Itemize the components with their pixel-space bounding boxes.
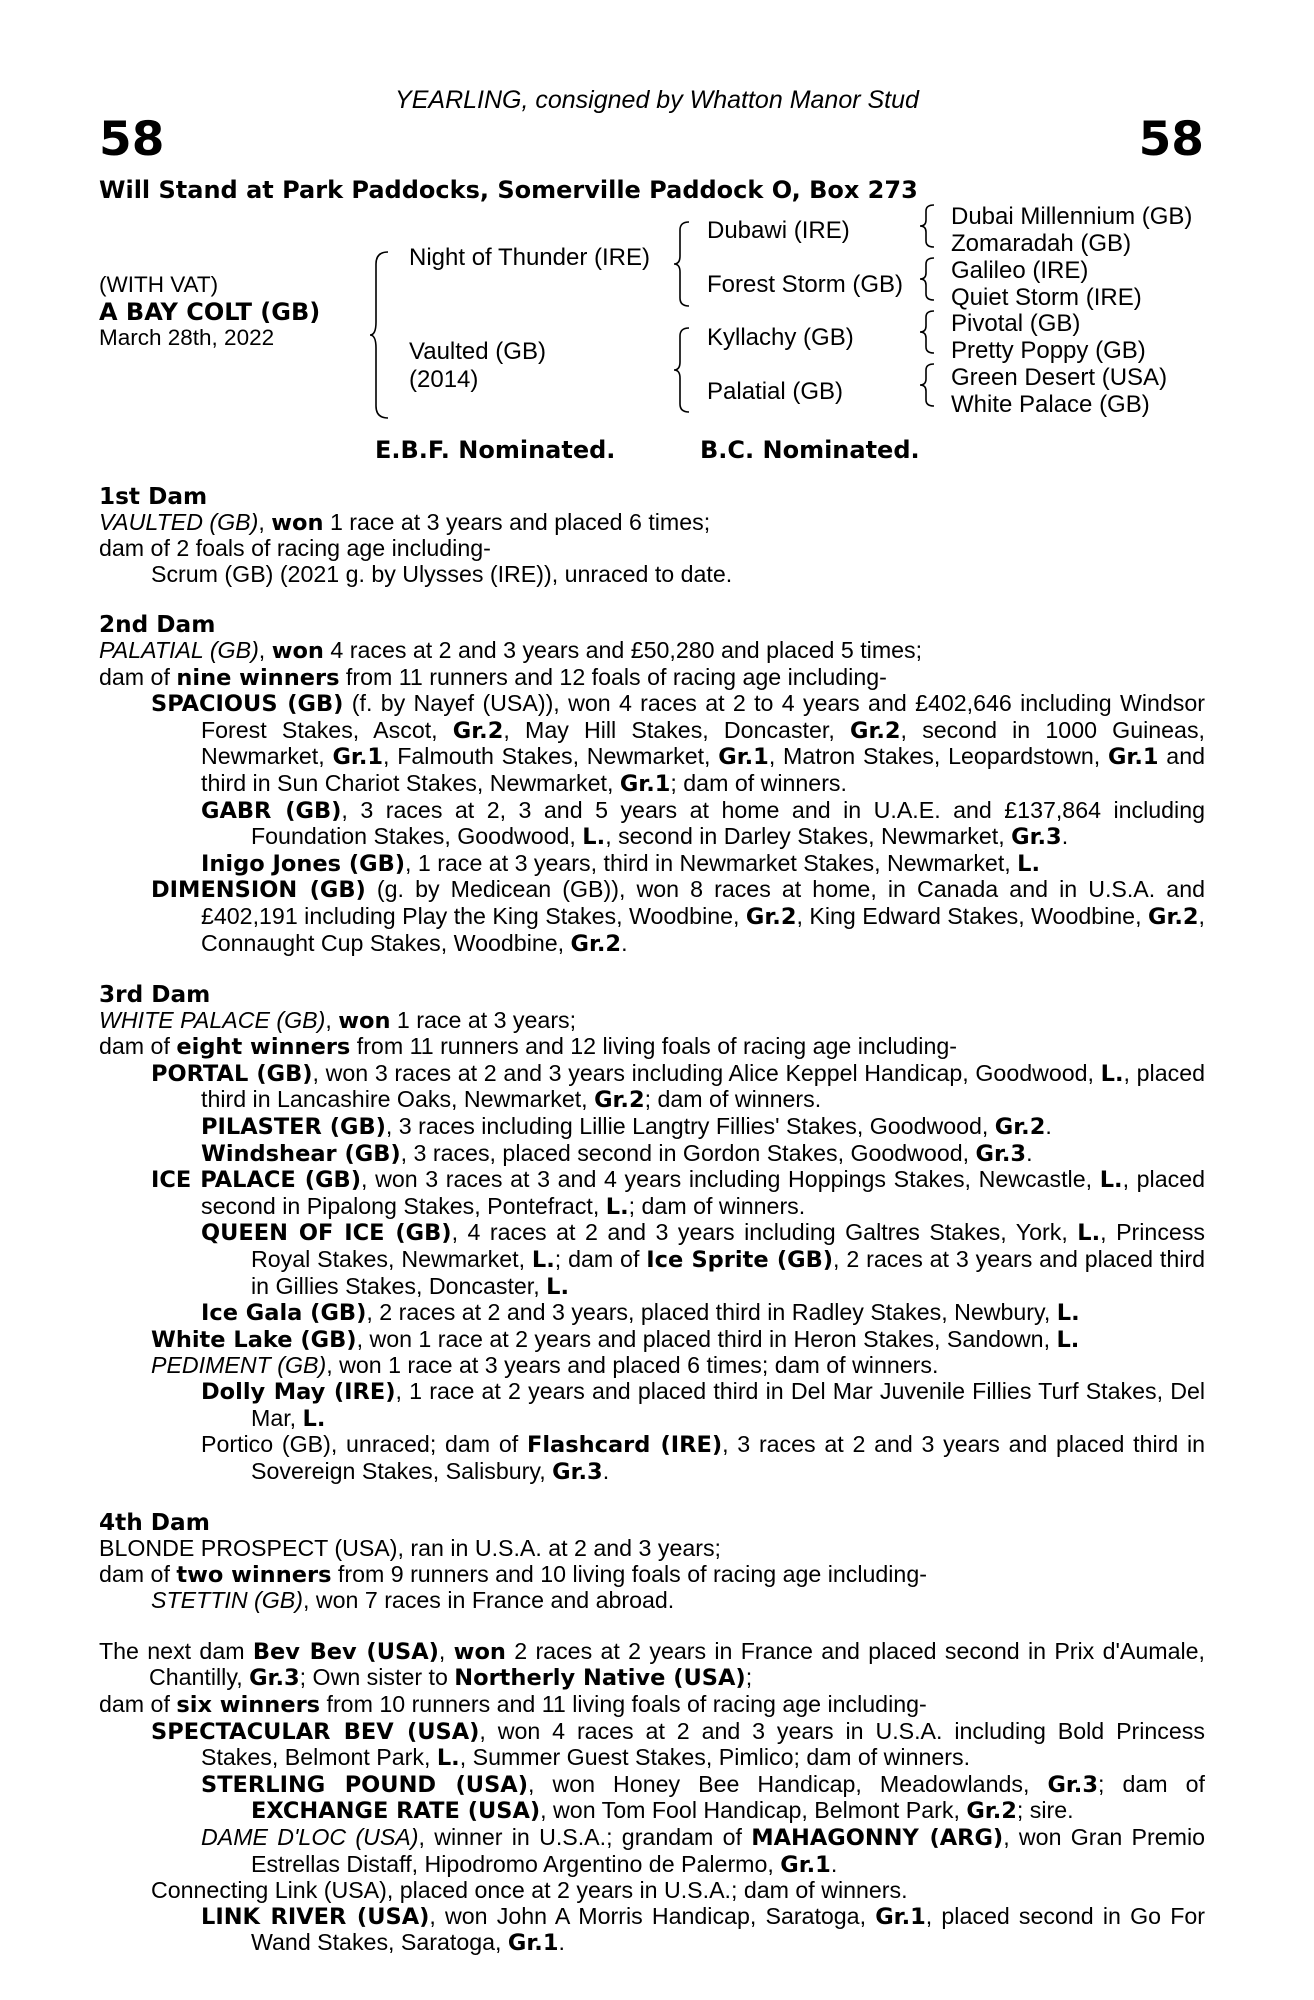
entry-text: from 9 runners and 10 living foals of racing age including-	[331, 1560, 927, 1587]
entry-text: , King Edward Stakes, Woodbine,	[796, 902, 1148, 929]
entry-text: , won Tom Fool Handicap, Belmont Park,	[540, 1797, 967, 1824]
entry-text: , 4 races at 2 and 3 years including Galtres Stakes, York,	[451, 1219, 1078, 1246]
entry-text: Connecting Link (USA), placed once at 2 years in U.S.A.; dam of winners.	[151, 1877, 908, 1904]
entry-text: ,	[438, 1637, 454, 1664]
entry-text: 4 races at 2 and 3 years and £50,280 and placed 5 times;	[323, 636, 923, 663]
entry-text: dam of	[99, 1690, 177, 1717]
entry-text: DIMENSION (GB)	[151, 877, 366, 904]
ebf-nomination: E.B.F. Nominated.	[375, 436, 616, 464]
entry-text: L.	[1056, 1300, 1080, 1327]
entry-text: , won Honey Bee Handicap, Meadowlands,	[527, 1770, 1048, 1797]
entry-text: Gr.3	[1047, 1771, 1099, 1798]
lot-number-left: 58	[99, 112, 165, 167]
entry-text: Scrum (GB) (2021 g. by Ulysses (IRE)), unraced to date.	[151, 560, 733, 587]
entry-text: LINK RIVER (USA)	[201, 1903, 430, 1930]
entry-text: ; dam of	[1098, 1770, 1205, 1797]
brace-main-icon	[368, 250, 392, 420]
entry-text: ,	[258, 636, 272, 663]
produce-entry	[99, 798, 1205, 851]
entry-text: .	[558, 1929, 565, 1956]
dam-section	[99, 1639, 1205, 1957]
entry-text: Gr.2	[745, 903, 797, 930]
pedigree-sire-dam: Forest Storm (GB)	[707, 271, 904, 298]
produce-entry	[99, 1061, 1205, 1114]
entry-text: dam of	[99, 1033, 177, 1060]
entry-text: , 3 races at 2 and 3 years and placed third in Sovereign Stakes, Salisbury,	[251, 1431, 1206, 1484]
entry-text: Northerly Native (USA)	[454, 1665, 746, 1692]
entry-text: , won 4 races at 2 and 3 years in U.S.A. including Bold Princess Stakes, Belmont Park,	[201, 1717, 1205, 1771]
entry-text: 2 races at 2 years in France and placed second in Prix d'Aumale, Chantilly,	[149, 1637, 1205, 1691]
entry-text: White Lake (GB)	[151, 1326, 357, 1353]
entry-text: ; sire.	[1016, 1797, 1074, 1824]
entry-text: L.	[605, 1193, 629, 1220]
entry-text: Gr.1	[780, 1851, 831, 1878]
entry-text: ; dam of winners.	[628, 1192, 806, 1219]
produce-entry	[99, 1825, 1205, 1878]
entry-text: from 11 runners and 12 living foals of racing age including-	[350, 1033, 957, 1060]
produce-record	[99, 484, 1205, 1957]
entry-text: ; dam of winners.	[644, 1086, 822, 1113]
entry-text: QUEEN OF ICE (GB)	[201, 1220, 452, 1247]
entry-text: , won 7 races in France and abroad.	[303, 1587, 675, 1614]
pedigree-g6: Pretty Poppy (GB)	[951, 337, 1146, 364]
entry-text: , second in Darley Stakes, Newmarket,	[605, 823, 1012, 850]
entry-text: .	[1026, 1139, 1033, 1166]
entry-text: STETTIN (GB)	[151, 1587, 303, 1614]
pedigree-g5: Pivotal (GB)	[951, 310, 1081, 337]
entry-text: ; dam of	[554, 1246, 647, 1273]
entry-text: ICE PALACE (GB)	[151, 1167, 361, 1194]
entry-text: The next dam	[99, 1637, 253, 1664]
entry-text: , placed third in Lancashire Oaks, Newmarket,	[201, 1059, 1205, 1113]
entry-text: Windshear (GB)	[201, 1140, 401, 1167]
pedigree-dam-dam: Palatial (GB)	[707, 378, 844, 405]
entry-text: Gr.2	[966, 1798, 1017, 1825]
entry-text: , won Gran Premio Estrellas Distaff, Hipodromo Argentino de Palermo,	[251, 1823, 1205, 1877]
produce-entry	[99, 562, 1205, 588]
entry-text: dam of	[99, 1560, 177, 1587]
dam-section	[99, 982, 1205, 1485]
entry-text: , Matron Stakes, Leopardstown,	[768, 743, 1108, 770]
entry-text: six winners	[176, 1691, 321, 1718]
entry-text: , won John A Morris Handicap, Saratoga,	[429, 1902, 876, 1929]
entry-text: Portico (GB), unraced; dam of	[201, 1431, 527, 1458]
produce-entry	[99, 1327, 1205, 1354]
entry-text: GABR (GB)	[201, 797, 342, 824]
entry-text: , won 3 races at 3 and 4 years including Hoppings Stakes, Newcastle,	[360, 1166, 1100, 1193]
entry-text: ;	[745, 1664, 753, 1691]
brace-dam-icon	[672, 326, 692, 414]
pedigree-sire-sire: Dubawi (IRE)	[707, 217, 850, 244]
pedigree-g3: Galileo (IRE)	[951, 257, 1089, 284]
produce-entry	[99, 1034, 1205, 1061]
entry-text: Gr.3	[249, 1665, 300, 1692]
entry-text: , Falmouth Stakes, Newmarket,	[383, 743, 719, 770]
entry-text: Bev Bev (USA)	[252, 1638, 439, 1665]
entry-text: , 2 races at 2 and 3 years, placed third in Radley Stakes, Newbury,	[366, 1299, 1057, 1326]
produce-entry	[99, 691, 1205, 797]
entry-text: L.	[1077, 1220, 1101, 1247]
entry-text: Ice Sprite (GB)	[646, 1247, 834, 1274]
pedigree-dam: Vaulted (GB)	[409, 338, 546, 365]
produce-entry	[99, 1536, 1205, 1562]
entry-text: Gr.2	[994, 1114, 1046, 1141]
entry-text: , 3 races, placed second in Gordon Stakes, Goodwood,	[400, 1139, 976, 1166]
entry-text: Gr.3	[975, 1140, 1027, 1167]
produce-entry	[99, 1878, 1205, 1904]
dam-section-heading: 4th Dam	[99, 1509, 210, 1537]
produce-entry	[99, 638, 1205, 665]
brace-g78-icon	[917, 362, 937, 408]
entry-text: Inigo Jones (GB)	[201, 850, 406, 877]
entry-text: (g. by Medicean (GB)), won 8 races at home, in Canada and in U.S.A. and £402,191 including Play the King Stakes, Woodbine,	[201, 876, 1205, 929]
entry-text: .	[621, 929, 628, 956]
entry-text: Dolly May (IRE)	[201, 1379, 396, 1405]
pedigree-g4: Quiet Storm (IRE)	[951, 284, 1142, 311]
entry-text: , May Hill Stakes, Doncaster,	[503, 716, 850, 743]
produce-entry	[99, 1432, 1205, 1485]
entry-text: L.	[546, 1273, 570, 1300]
entry-text: , winner in U.S.A.; grandam of	[418, 1823, 752, 1850]
entry-text: , won 1 race at 3 years and placed 6 times; dam of winners.	[326, 1352, 939, 1379]
produce-entry	[99, 851, 1205, 878]
produce-entry	[99, 1588, 1205, 1614]
entry-text: ,	[325, 1006, 339, 1033]
entry-text: Gr.1	[875, 1903, 926, 1930]
entry-text: Gr.3	[552, 1458, 603, 1485]
entry-text: L.	[1099, 1167, 1123, 1194]
horse-name: A BAY COLT (GB)	[99, 298, 321, 326]
entry-text: , won 1 race at 2 years and placed third in Heron Stakes, Sandown,	[356, 1325, 1057, 1352]
produce-entry	[99, 1692, 1205, 1719]
entry-text: Gr.1	[1107, 744, 1159, 771]
entry-text: ; Own sister to	[299, 1664, 455, 1691]
dam-section-heading: 1st Dam	[99, 483, 208, 510]
entry-text: , Summer Guest Stakes, Pimlico; dam of winners.	[459, 1744, 971, 1771]
produce-entry	[99, 1167, 1205, 1220]
pedigree-g1: Dubai Millennium (GB)	[951, 203, 1193, 230]
entry-text: , 3 races at 2, 3 and 5 years at home and in U.A.E. and £137,864 including Foundation Stakes, Goodwood,	[251, 796, 1206, 850]
entry-text: Flashcard (IRE)	[526, 1432, 723, 1459]
produce-entry	[99, 1772, 1205, 1825]
entry-text: won	[453, 1638, 506, 1665]
entry-text: ,	[258, 508, 272, 535]
entry-text: DAME D'LOC (USA)	[201, 1823, 419, 1850]
entry-text: .	[830, 1850, 838, 1877]
entry-text: , 1 race at 2 years and placed third in Del Mar Juvenile Fillies Turf Stakes, Del Mar,	[251, 1378, 1206, 1431]
entry-text: .	[602, 1457, 610, 1484]
brace-g34-icon	[917, 256, 937, 302]
entry-text: eight winners	[176, 1034, 351, 1061]
entry-text: Gr.2	[1147, 903, 1199, 930]
entry-text: .	[1061, 823, 1069, 850]
entry-text: PILASTER (GB)	[201, 1114, 386, 1141]
entry-text: PEDIMENT (GB)	[151, 1352, 327, 1379]
lot-number-right: 58	[1138, 112, 1204, 167]
brace-g12-icon	[917, 203, 937, 249]
entry-text: EXCHANGE RATE (USA)	[251, 1798, 541, 1825]
entry-text: 1 race at 3 years;	[390, 1006, 577, 1033]
produce-entry	[99, 536, 1205, 562]
entry-text: 1 race at 3 years and placed 6 times;	[323, 508, 711, 535]
pedigree-g7: Green Desert (USA)	[951, 364, 1168, 391]
produce-entry	[99, 1904, 1205, 1957]
entry-text: .	[1045, 1113, 1052, 1140]
entry-text: , placed second in Go For Wand Stakes, Saratoga,	[251, 1902, 1206, 1956]
entry-text: , placed second in Pipalong Stakes, Pontefract,	[201, 1166, 1205, 1219]
entry-text: Gr.2	[594, 1087, 645, 1114]
page-header: YEARLING, consigned by Whatton Manor Stud	[395, 86, 919, 114]
entry-text: won	[271, 509, 324, 536]
produce-entry	[99, 1008, 1205, 1035]
entry-text: , won 3 races at 2 and 3 years including Alice Keppel Handicap, Goodwood,	[312, 1059, 1101, 1086]
entry-text: Gr.2	[452, 717, 504, 744]
entry-text: BLONDE PROSPECT (USA), ran in U.S.A. at 2 and 3 years;	[99, 1534, 721, 1561]
bc-nomination: B.C. Nominated.	[700, 436, 920, 464]
entry-text: L.	[436, 1745, 460, 1772]
entry-text: Ice Gala (GB)	[201, 1300, 367, 1327]
produce-entry	[99, 1220, 1205, 1300]
entry-text: , 3 races including Lillie Langtry Fillies' Stakes, Goodwood,	[385, 1113, 995, 1140]
pedigree-sire: Night of Thunder (IRE)	[409, 244, 650, 271]
entry-text: PORTAL (GB)	[151, 1060, 313, 1087]
produce-entry	[99, 1639, 1205, 1692]
entry-text: Gr.2	[570, 930, 622, 957]
entry-text: , second in 1000 Guineas, Newmarket,	[201, 716, 1205, 770]
entry-text: L.	[302, 1405, 326, 1432]
entry-text: , Connaught Cup Stakes, Woodbine,	[201, 902, 1205, 956]
pedigree-g2: Zomaradah (GB)	[951, 230, 1132, 257]
entry-text: and third in Sun Chariot Stakes, Newmarket,	[201, 743, 1205, 796]
entry-text: (f. by Nayef (USA)), won 4 races at 2 to 4 years and £402,646 including Windsor Forest Stakes, Ascot,	[201, 690, 1206, 743]
entry-text: L.	[582, 824, 606, 851]
entry-text: two winners	[176, 1561, 332, 1588]
dam-section	[99, 484, 1205, 587]
entry-text: won	[271, 637, 324, 664]
entry-text: Gr.1	[619, 770, 671, 797]
produce-entry	[99, 665, 1205, 692]
entry-text: Gr.3	[1011, 824, 1062, 851]
dam-section-heading: 3rd Dam	[99, 981, 211, 1009]
entry-text: Gr.1	[332, 744, 384, 771]
entry-text: dam of	[99, 663, 177, 690]
brace-g56-icon	[917, 309, 937, 355]
entry-text: ; dam of winners.	[670, 769, 847, 796]
entry-text: , 1 race at 3 years, third in Newmarket Stakes, Newmarket,	[405, 849, 1018, 876]
entry-text: from 10 runners and 11 living foals of racing age including-	[320, 1690, 927, 1717]
entry-text: , Princess Royal Stakes, Newmarket,	[251, 1219, 1206, 1273]
entry-text: Gr.1	[507, 1930, 559, 1957]
vat-note: (WITH VAT)	[99, 272, 219, 297]
pedigree-dam-year: (2014)	[409, 366, 479, 393]
pedigree-g8: White Palace (GB)	[951, 391, 1150, 418]
produce-entry	[99, 1562, 1205, 1589]
produce-entry	[99, 510, 1205, 537]
entry-text: , 2 races at 3 years and placed third in Gillies Stakes, Doncaster,	[251, 1246, 1206, 1299]
entry-text: dam of 2 foals of racing age including-	[99, 535, 491, 562]
entry-text: MAHAGONNY (ARG)	[751, 1824, 1004, 1851]
entry-text: L.	[1017, 850, 1041, 877]
entry-text: L.	[1056, 1326, 1080, 1353]
produce-entry	[99, 1141, 1205, 1168]
entry-text: VAULTED (GB)	[99, 508, 259, 535]
produce-entry	[99, 877, 1205, 957]
entry-text: from 11 runners and 12 foals of racing age including-	[339, 663, 887, 690]
produce-entry	[99, 1300, 1205, 1327]
produce-entry	[99, 1114, 1205, 1141]
dam-section	[99, 612, 1205, 957]
entry-text: PALATIAL (GB)	[99, 636, 259, 663]
dam-section-heading: 2nd Dam	[99, 611, 216, 639]
foaling-date: March 28th, 2022	[99, 325, 275, 350]
entry-text: won	[338, 1007, 391, 1034]
dam-section	[99, 1510, 1205, 1613]
brace-sire-icon	[672, 220, 692, 308]
stand-location: Will Stand at Park Paddocks, Somerville Paddock O, Box 273	[99, 176, 918, 204]
entry-text: WHITE PALACE (GB)	[99, 1006, 326, 1033]
entry-text: L.	[1100, 1060, 1124, 1087]
entry-text: SPECTACULAR BEV (USA)	[151, 1718, 480, 1745]
produce-entry	[99, 1719, 1205, 1772]
entry-text: SPACIOUS (GB)	[151, 691, 344, 718]
entry-text: STERLING POUND (USA)	[201, 1771, 528, 1798]
produce-entry	[99, 1353, 1205, 1379]
pedigree-dam-sire: Kyllachy (GB)	[707, 324, 854, 351]
entry-text: Gr.2	[849, 717, 901, 744]
entry-text: Gr.1	[718, 744, 769, 771]
entry-text: L.	[531, 1247, 555, 1274]
produce-entry	[99, 1379, 1205, 1432]
entry-text: nine winners	[176, 664, 340, 691]
